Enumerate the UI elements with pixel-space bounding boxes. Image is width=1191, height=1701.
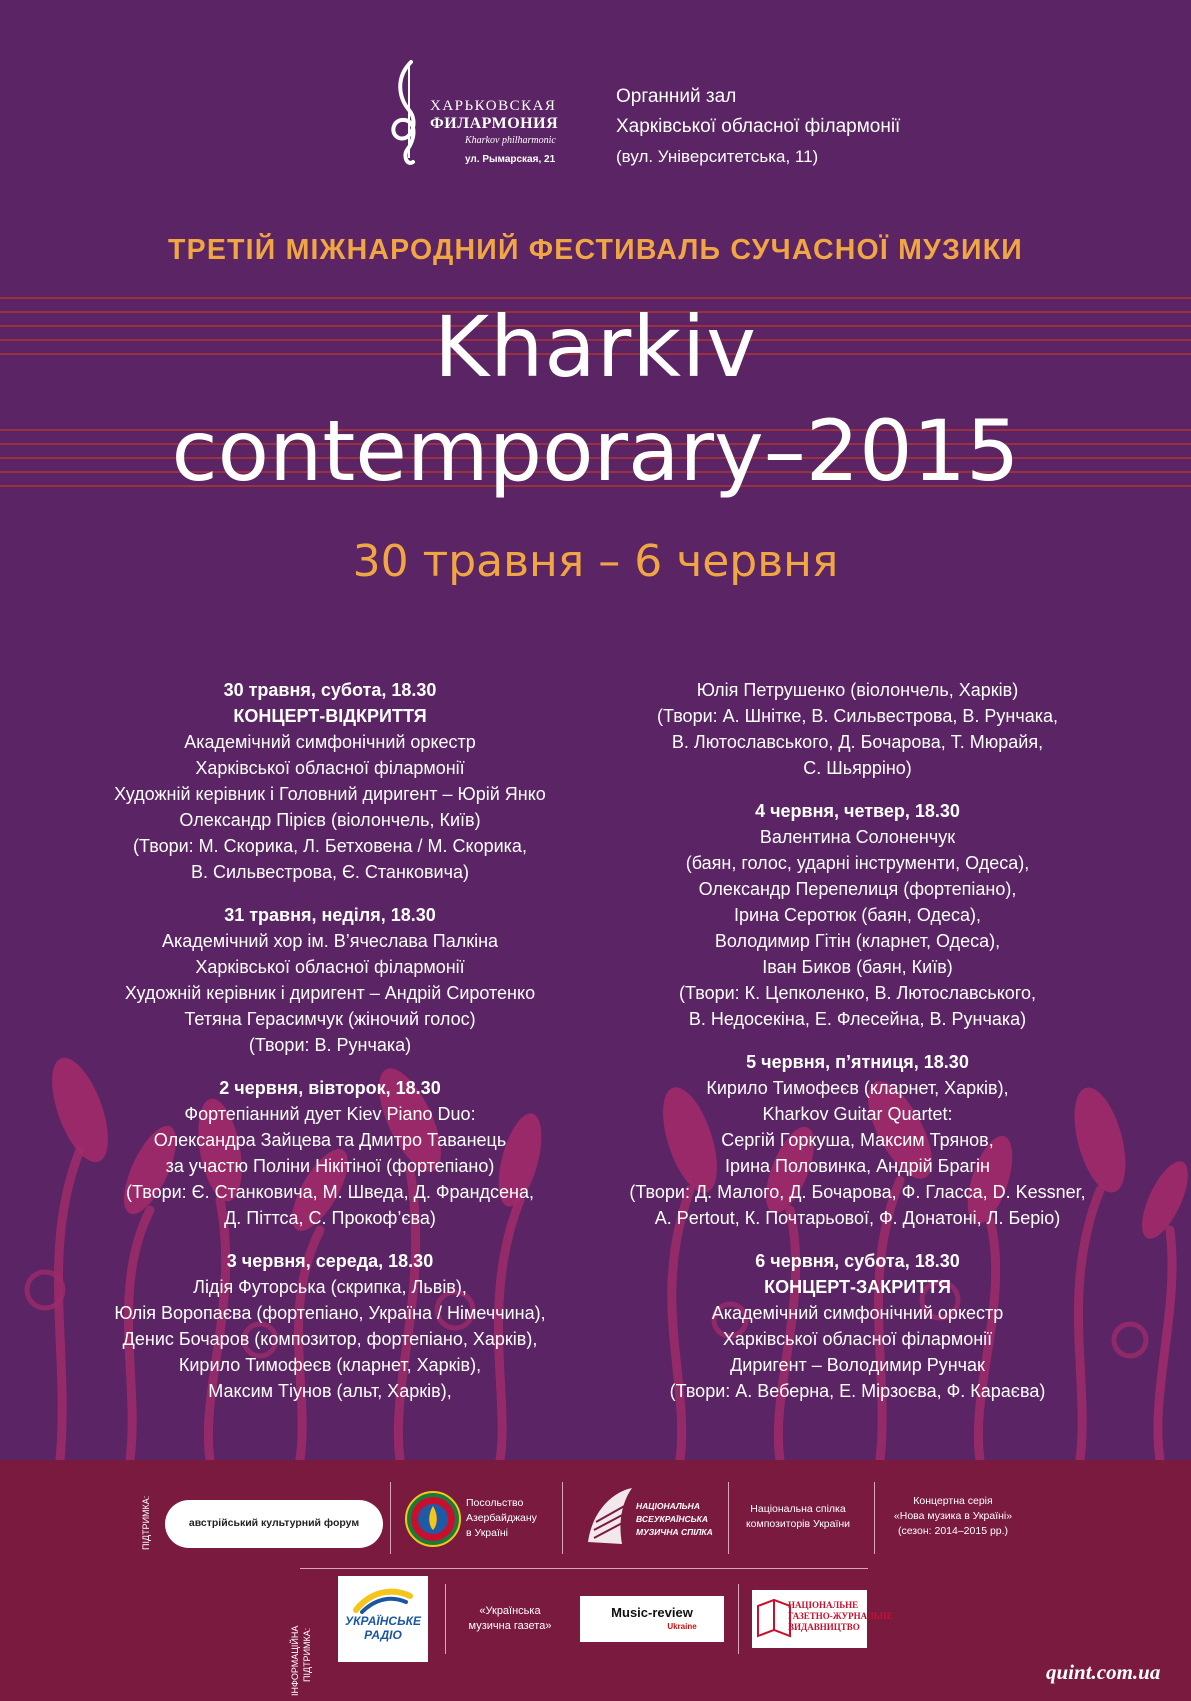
schedule-event xyxy=(60,677,600,885)
event-date: 3 червня, середа, 18.30 xyxy=(226,1251,434,1271)
event-line: A. Pertout, К. Почтарьової, Ф. Донатоні, Л. Беріо) xyxy=(654,1208,1061,1228)
radio-line-1: УКРАЇНСЬКЕ xyxy=(345,1614,421,1628)
info-support-label-2: ПІДТРИМКА: xyxy=(302,1627,312,1682)
divider xyxy=(390,1482,391,1554)
festival-subtitle: ТРЕТІЙ МІЖНАРОДНИЙ ФЕСТИВАЛЬ СУЧАСНОЇ МУЗИКИ xyxy=(168,234,1023,266)
nhzv-line-3: ВИДАВНИЦТВО xyxy=(788,1622,860,1632)
schedule-left-column xyxy=(60,677,600,1421)
event-line: Валентина Солоненчук xyxy=(759,827,956,847)
event-line: Тетяна Герасимчук (жіночий голос) xyxy=(184,1009,476,1029)
event-date: 30 травня, субота, 18.30 xyxy=(223,680,437,700)
event-line: В. Недосекіна, Е. Флесейна, В. Рунчака) xyxy=(688,1009,1027,1029)
venue-info xyxy=(616,82,900,172)
divider xyxy=(728,1482,729,1554)
ukrainian-radio-logo xyxy=(338,1576,428,1662)
music-gazette-line-1: «Українська xyxy=(479,1605,541,1617)
radio-line-2: РАДІО xyxy=(364,1628,402,1642)
schedule-right-column xyxy=(590,677,1125,1421)
support-label: ПІДТРИМКА: xyxy=(141,1495,151,1550)
event-line: Д. Піттса, С. Прокоф’єва) xyxy=(224,1208,436,1228)
event-line: Ірина Серотюк (баян, Одеса), xyxy=(734,905,981,925)
event-line: Денис Бочаров (композитор, фортепіано, Харків), xyxy=(122,1329,538,1349)
nvms-line-3: МУЗИЧНА СПІЛКА xyxy=(636,1527,713,1537)
event-line: Кирило Тимофеєв (кларнет, Харків), xyxy=(706,1078,1009,1098)
event-date: 4 червня, четвер, 18.30 xyxy=(755,801,960,821)
event-date: 6 червня, субота, 18.30 xyxy=(755,1251,960,1271)
concert-series-line-1: Концертна серія xyxy=(913,1495,993,1507)
event-line: Сергій Горкуша, Максим Трянов, xyxy=(721,1130,994,1150)
schedule-event xyxy=(60,902,600,1058)
event-line: Кирило Тимофеєв (кларнет, Харків), xyxy=(178,1355,482,1375)
schedule-event xyxy=(590,1049,1125,1231)
national-music-union-text xyxy=(636,1500,713,1539)
event-line: Максим Тіунов (альт, Харків), xyxy=(208,1381,452,1401)
composers-union-line-1: Національна спілка xyxy=(750,1503,846,1515)
event-line: Юлія Петрушенко (віолончель, Харків) xyxy=(696,680,1019,700)
event-line: Олександр Перепелиця (фортепіано), xyxy=(698,879,1017,899)
nhzv-line-2: ГАЗЕТНО-ЖУРНАЛЬНЕ xyxy=(788,1611,893,1621)
austrian-cultural-forum-logo xyxy=(165,1500,383,1548)
divider xyxy=(562,1482,563,1554)
event-line: (Твори: Д. Малого, Д. Бочарова, Ф. Гласса, D. Kessner, xyxy=(629,1182,1086,1202)
event-line: Академічний симфонічний оркестр xyxy=(711,1303,1004,1323)
schedule-event xyxy=(60,1248,600,1404)
nhzv-line-1: НАЦІОНАЛЬНЕ xyxy=(788,1600,859,1610)
schedule-event xyxy=(590,1248,1125,1404)
event-date: 31 травня, неділя, 18.30 xyxy=(224,905,436,925)
event-line: Диригент – Володимир Рунчак xyxy=(730,1355,985,1375)
embassy-line-1: Посольство xyxy=(466,1497,524,1509)
event-date: 5 червня, п’ятниця, 18.30 xyxy=(746,1052,969,1072)
event-line: (баян, голос, ударні інструменти, Одеса), xyxy=(685,853,1030,873)
concert-series-line-3: (сезон: 2014–2015 рр.) xyxy=(897,1525,1009,1537)
festival-dates: 30 травня – 6 червня xyxy=(352,536,839,587)
venue-hall: Органний зал xyxy=(616,86,737,107)
music-review-sub: Ukraine xyxy=(667,1622,697,1631)
composers-union-line-2: композиторів України xyxy=(745,1518,851,1530)
event-line: Олександр Пірієв (віолончель, Київ) xyxy=(179,810,481,830)
music-gazette-line-2: музична газета» xyxy=(468,1620,552,1632)
event-line: Іван Биков (баян, Київ) xyxy=(762,957,953,977)
event-line: Харківської обласної філармонії xyxy=(195,957,465,977)
national-publishing-text xyxy=(788,1600,893,1633)
divider xyxy=(738,1584,739,1654)
event-line: Фортепіанний дует Kiev Piano Duo: xyxy=(184,1104,476,1124)
embassy-text xyxy=(466,1496,537,1541)
event-line: Kharkov Guitar Quartet: xyxy=(762,1104,953,1124)
logo-line-english: Kharkov philharmonic xyxy=(465,135,556,146)
event-line: (Твори: А. Веберна, Е. Мірзоєва, Ф. Караєва) xyxy=(669,1381,1046,1401)
event-line: В. Лютославського, Д. Бочарова, Т. Мюрайя, xyxy=(671,732,1044,752)
logo-line-filarmoniya: ФИЛАРМОНИЯ xyxy=(430,115,559,132)
event-line: В. Сильвестрова, Є. Станковича) xyxy=(191,862,469,882)
event-line: Художній керівник і диригент – Андрій Сиротенко xyxy=(124,983,536,1003)
event-line: (Твори: В. Рунчака) xyxy=(248,1035,412,1055)
event-line: Володимир Гітін (кларнет, Одеса), xyxy=(714,931,1001,951)
sponsors-footer xyxy=(0,1460,1191,1701)
divider xyxy=(445,1584,446,1654)
nvms-line-1: НАЦІОНАЛЬНА xyxy=(636,1501,700,1511)
event-line: (Твори: М. Скорика, Л. Бетховена / М. Скорика, xyxy=(133,836,527,856)
event-line: Лідія Футорська (скрипка, Львів), xyxy=(193,1277,467,1297)
logo-line-kharkovskaya: ХАРЬКОВСКАЯ xyxy=(430,98,557,114)
event-line: (Твори: Є. Станковича, М. Шведа, Д. Франдсена, xyxy=(126,1182,534,1202)
treble-clef-icon xyxy=(385,58,431,170)
schedule-event xyxy=(590,798,1125,1032)
logo-line-address: ул. Рымарская, 21 xyxy=(465,154,556,165)
event-line: С. Шьярріно) xyxy=(803,758,912,778)
event-line: Художній керівник і Головний диригент – Юрій Янко xyxy=(114,784,546,804)
festival-title-contemporary: contemporary–2015 xyxy=(171,402,1020,500)
watermark: quint.com.ua xyxy=(1046,1660,1161,1684)
event-date: 2 червня, вівторок, 18.30 xyxy=(219,1078,441,1098)
event-line: Академічний симфонічний оркестр xyxy=(184,732,476,752)
azerbaijan-emblem-icon xyxy=(403,1488,463,1550)
event-line: за участю Поліни Нікітіної (фортепіано) xyxy=(165,1156,495,1176)
event-line: (Твори: К. Цепколенко, В. Лютославського, xyxy=(679,983,1036,1003)
info-support-label-1: ІНФОРМАЦІЙНА xyxy=(290,1625,300,1696)
embassy-line-3: в Україні xyxy=(466,1527,509,1539)
footer-divider xyxy=(300,1568,868,1569)
event-line: (Твори: А. Шнітке, В. Сильвестрова, В. Рунчака, xyxy=(657,706,1058,726)
schedule-event xyxy=(60,1075,600,1231)
divider xyxy=(874,1482,875,1554)
event-line: Харківської обласної філармонії xyxy=(195,758,465,778)
ukrainian-radio-text xyxy=(338,1614,428,1642)
event-title: КОНЦЕРТ-ЗАКРИТТЯ xyxy=(764,1277,951,1297)
embassy-line-2: Азербайджану xyxy=(466,1512,537,1524)
venue-address: (вул. Університетська, 11) xyxy=(616,147,819,166)
austrian-forum-text: австрійський культурний форум xyxy=(188,1517,360,1529)
music-review-logo xyxy=(580,1596,724,1642)
music-review-text: Music-review xyxy=(611,1605,693,1620)
event-line: Харківської обласної філармонії xyxy=(722,1329,993,1349)
event-line: Академічний хор ім. В’ячеслава Палкіна xyxy=(161,931,499,951)
kharkiv-philharmonic-logo xyxy=(385,58,585,170)
concert-series-text xyxy=(878,1494,1028,1539)
festival-title-kharkiv: Kharkiv xyxy=(433,298,758,396)
event-line: Олександра Зайцева та Дмитро Таванець xyxy=(153,1130,507,1150)
nvms-line-2: ВСЕУКРАЇНСЬКА xyxy=(636,1514,709,1524)
schedule-event xyxy=(590,677,1125,781)
composers-union-text xyxy=(738,1502,858,1532)
venue-organization: Харківської обласної філармонії xyxy=(616,116,901,137)
concert-series-line-2: «Нова музика в Україні» xyxy=(893,1510,1013,1522)
event-line: Ірина Половинка, Андрій Брагін xyxy=(725,1156,990,1176)
radio-swoosh-icon xyxy=(352,1586,414,1614)
event-line: Юлія Воропаєва (фортепіано, Україна / Німеччина), xyxy=(114,1303,546,1323)
event-title: КОНЦЕРТ-ВІДКРИТТЯ xyxy=(233,706,427,726)
music-gazette-text xyxy=(455,1604,565,1634)
